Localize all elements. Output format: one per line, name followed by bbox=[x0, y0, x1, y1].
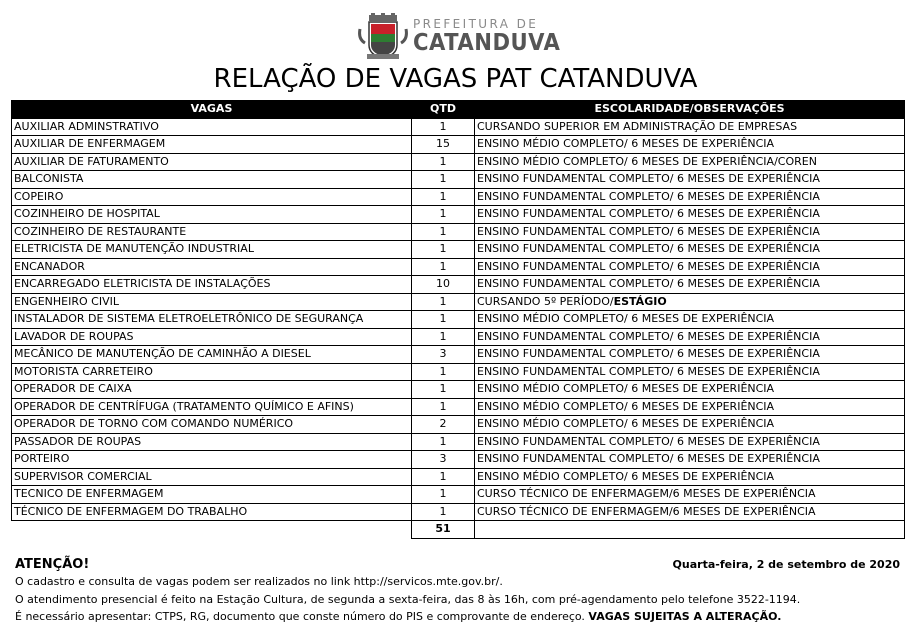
qtd-cell: 3 bbox=[412, 346, 475, 364]
obs-text: ENSINO FUNDAMENTAL COMPLETO/ 6 MESES DE EXPERIÊNCIA bbox=[477, 329, 820, 343]
column-header-qtd: QTD bbox=[412, 101, 475, 119]
table-row bbox=[12, 258, 905, 276]
prefeitura-logo bbox=[357, 13, 561, 61]
qtd-cell: 10 bbox=[412, 276, 475, 294]
table-row bbox=[12, 346, 905, 364]
qtd-cell: 1 bbox=[412, 328, 475, 346]
table-row bbox=[12, 276, 905, 294]
vaga-cell: ENCARREGADO ELETRICISTA DE INSTALAÇÕES bbox=[12, 276, 412, 294]
logo-prefeitura-text: PREFEITURA DE bbox=[413, 17, 539, 31]
qtd-cell: 1 bbox=[412, 206, 475, 224]
vaga-cell: OPERADOR DE TORNO COM COMANDO NUMÉRICO bbox=[12, 416, 412, 434]
obs-cell bbox=[475, 381, 905, 399]
table-row bbox=[12, 188, 905, 206]
vaga-cell: PASSADOR DE ROUPAS bbox=[12, 433, 412, 451]
obs-text: ENSINO FUNDAMENTAL COMPLETO/ 6 MESES DE EXPERIÊNCIA bbox=[477, 452, 820, 466]
table-row bbox=[12, 153, 905, 171]
table-row bbox=[12, 486, 905, 504]
obs-text: ENSINO FUNDAMENTAL COMPLETO/ 6 MESES DE EXPERIÊNCIA bbox=[477, 347, 820, 361]
obs-cell bbox=[475, 171, 905, 189]
obs-text: ENSINO FUNDAMENTAL COMPLETO/ 6 MESES DE EXPERIÊNCIA bbox=[477, 189, 820, 203]
obs-text: ENSINO FUNDAMENTAL COMPLETO/ 6 MESES DE EXPERIÊNCIA bbox=[477, 259, 820, 273]
qtd-cell: 1 bbox=[412, 241, 475, 259]
obs-cell bbox=[475, 276, 905, 294]
obs-text: ENSINO FUNDAMENTAL COMPLETO/ 6 MESES DE EXPERIÊNCIA bbox=[477, 242, 820, 256]
obs-cell bbox=[475, 136, 905, 154]
table-row bbox=[12, 416, 905, 434]
obs-cell bbox=[475, 153, 905, 171]
table-row bbox=[12, 171, 905, 189]
vaga-cell: LAVADOR DE ROUPAS bbox=[12, 328, 412, 346]
qtd-cell: 1 bbox=[412, 433, 475, 451]
vaga-cell: OPERADOR DE CAIXA bbox=[12, 381, 412, 399]
obs-text: ENSINO FUNDAMENTAL COMPLETO/ 6 MESES DE EXPERIÊNCIA bbox=[477, 277, 820, 291]
vacancies-table-body bbox=[12, 118, 905, 538]
obs-cell bbox=[475, 346, 905, 364]
note-online-registration: O cadastro e consulta de vagas podem ser realizados no link http://servicos.mte.gov.br/. bbox=[15, 575, 503, 588]
qtd-cell: 15 bbox=[412, 136, 475, 154]
table-row bbox=[12, 503, 905, 521]
obs-cell bbox=[475, 468, 905, 486]
column-header-escolaridade: ESCOLARIDADE/OBSERVAÇÕES bbox=[475, 101, 905, 119]
qtd-cell: 1 bbox=[412, 381, 475, 399]
obs-text: ENSINO MÉDIO COMPLETO/ 6 MESES DE EXPERIÊNCIA bbox=[477, 312, 775, 326]
qtd-cell: 2 bbox=[412, 416, 475, 434]
obs-text: CURSO TÉCNICO DE ENFERMAGEM/6 MESES DE EXPERIÊNCIA bbox=[477, 504, 816, 518]
qtd-cell: 1 bbox=[412, 188, 475, 206]
obs-text: ENSINO FUNDAMENTAL COMPLETO/ 6 MESES DE EXPERIÊNCIA bbox=[477, 172, 820, 186]
vaga-cell: MOTORISTA CARRETEIRO bbox=[12, 363, 412, 381]
qtd-cell: 1 bbox=[412, 153, 475, 171]
obs-cell bbox=[475, 118, 905, 136]
table-row bbox=[12, 311, 905, 329]
table-row bbox=[12, 136, 905, 154]
obs-cell bbox=[475, 328, 905, 346]
obs-cell bbox=[475, 503, 905, 521]
vaga-cell: ELETRICISTA DE MANUTENÇÃO INDUSTRIAL bbox=[12, 241, 412, 259]
obs-text: ENSINO FUNDAMENTAL COMPLETO/ 6 MESES DE EXPERIÊNCIA bbox=[477, 434, 820, 448]
obs-cell bbox=[475, 311, 905, 329]
obs-cell bbox=[475, 363, 905, 381]
vaga-cell: OPERADOR DE CENTRÍFUGA (TRATAMENTO QUÍMICO E AFINS) bbox=[12, 398, 412, 416]
obs-text: CURSANDO SUPERIOR EM ADMINISTRAÇÃO DE EMPRESAS bbox=[477, 119, 798, 133]
obs-cell bbox=[475, 188, 905, 206]
publication-date: Quarta-feira, 2 de setembro de 2020 bbox=[672, 558, 900, 571]
vaga-cell: ENCANADOR bbox=[12, 258, 412, 276]
vaga-cell: COZINHEIRO DE HOSPITAL bbox=[12, 206, 412, 224]
obs-cell bbox=[475, 206, 905, 224]
qtd-cell: 1 bbox=[412, 468, 475, 486]
table-row bbox=[12, 363, 905, 381]
vaga-cell: SUPERVISOR COMERCIAL bbox=[12, 468, 412, 486]
vaga-cell: COPEIRO bbox=[12, 188, 412, 206]
page-title: RELAÇÃO DE VAGAS PAT CATANDUVA bbox=[213, 64, 698, 94]
column-header-vagas: VAGAS bbox=[12, 101, 412, 119]
attention-heading: ATENÇÃO! bbox=[15, 557, 90, 572]
table-row bbox=[12, 293, 905, 311]
qtd-cell: 1 bbox=[412, 486, 475, 504]
qtd-cell: 1 bbox=[412, 503, 475, 521]
obs-text: ENSINO MÉDIO COMPLETO/ 6 MESES DE EXPERIÊNCIA bbox=[477, 382, 775, 396]
table-row bbox=[12, 451, 905, 469]
obs-text: ENSINO FUNDAMENTAL COMPLETO/ 6 MESES DE EXPERIÊNCIA bbox=[477, 224, 820, 238]
table-row bbox=[12, 241, 905, 259]
obs-cell bbox=[475, 398, 905, 416]
obs-cell bbox=[475, 258, 905, 276]
table-row bbox=[12, 433, 905, 451]
obs-bold-text: ESTÁGIO bbox=[613, 294, 667, 308]
obs-cell bbox=[475, 451, 905, 469]
required-documents-text: É necessário apresentar: CTPS, RG, documento que conste número do PIS e comprovante de endereço. bbox=[15, 610, 585, 623]
vaga-cell: AUXILIAR ADMINSTRATIVO bbox=[12, 118, 412, 136]
total-qtd-cell: 51 bbox=[412, 521, 475, 539]
total-spacer-cell bbox=[12, 521, 412, 539]
vaga-cell: MECÂNICO DE MANUTENÇÃO DE CAMINHÃO A DIESEL bbox=[12, 346, 412, 364]
obs-cell bbox=[475, 486, 905, 504]
obs-text: ENSINO MÉDIO COMPLETO/ 6 MESES DE EXPERIÊNCIA bbox=[477, 417, 775, 431]
city-crest-icon bbox=[357, 13, 409, 61]
qtd-cell: 1 bbox=[412, 311, 475, 329]
obs-cell bbox=[475, 241, 905, 259]
qtd-cell: 1 bbox=[412, 363, 475, 381]
obs-text: CURSO TÉCNICO DE ENFERMAGEM/6 MESES DE EXPERIÊNCIA bbox=[477, 487, 816, 501]
qtd-cell: 1 bbox=[412, 118, 475, 136]
obs-text: ENSINO MÉDIO COMPLETO/ 6 MESES DE EXPERIÊNCIA/COREN bbox=[477, 154, 817, 168]
obs-text: ENSINO MÉDIO COMPLETO/ 6 MESES DE EXPERIÊNCIA bbox=[477, 137, 775, 151]
note-required-documents bbox=[15, 610, 781, 623]
vaga-cell: AUXILIAR DE ENFERMAGEM bbox=[12, 136, 412, 154]
obs-cell bbox=[475, 223, 905, 241]
table-row bbox=[12, 468, 905, 486]
vaga-cell: PORTEIRO bbox=[12, 451, 412, 469]
vaga-cell: ENGENHEIRO CIVIL bbox=[12, 293, 412, 311]
vaga-cell: BALCONISTA bbox=[12, 171, 412, 189]
qtd-cell: 1 bbox=[412, 171, 475, 189]
obs-cell bbox=[475, 433, 905, 451]
table-row bbox=[12, 223, 905, 241]
obs-text: ENSINO FUNDAMENTAL COMPLETO/ 6 MESES DE EXPERIÊNCIA bbox=[477, 207, 820, 221]
total-empty-cell bbox=[475, 521, 905, 539]
qtd-cell: 1 bbox=[412, 398, 475, 416]
table-row bbox=[12, 118, 905, 136]
table-row bbox=[12, 328, 905, 346]
table-row bbox=[12, 381, 905, 399]
note-in-person-service: O atendimento presencial é feito na Estação Cultura, de segunda a sexta-feira, das 8 às 16h, com pré-agendamento pelo telefone 3522-1194. bbox=[15, 593, 801, 606]
total-row bbox=[12, 521, 905, 539]
logo-city-name: CATANDUVA bbox=[413, 30, 561, 56]
obs-text: ENSINO MÉDIO COMPLETO/ 6 MESES DE EXPERIÊNCIA bbox=[477, 399, 775, 413]
qtd-cell: 1 bbox=[412, 223, 475, 241]
vaga-cell: COZINHEIRO DE RESTAURANTE bbox=[12, 223, 412, 241]
obs-cell bbox=[475, 416, 905, 434]
vaga-cell: AUXILIAR DE FATURAMENTO bbox=[12, 153, 412, 171]
table-row bbox=[12, 398, 905, 416]
qtd-cell: 1 bbox=[412, 258, 475, 276]
vaga-cell: TECNICO DE ENFERMAGEM bbox=[12, 486, 412, 504]
qtd-cell: 3 bbox=[412, 451, 475, 469]
subject-to-change-warning: VAGAS SUJEITAS A ALTERAÇÃO. bbox=[588, 610, 782, 623]
obs-text: CURSANDO 5º PERÍODO/ bbox=[477, 294, 614, 308]
table-row bbox=[12, 206, 905, 224]
table-header-row bbox=[12, 101, 905, 119]
obs-cell bbox=[475, 293, 905, 311]
vaga-cell: TÉCNICO DE ENFERMAGEM DO TRABALHO bbox=[12, 503, 412, 521]
vacancies-table bbox=[11, 100, 905, 539]
vaga-cell: INSTALADOR DE SISTEMA ELETROELETRÔNICO DE SEGURANÇA bbox=[12, 311, 412, 329]
obs-text: ENSINO MÉDIO COMPLETO/ 6 MESES DE EXPERIÊNCIA bbox=[477, 469, 775, 483]
obs-text: ENSINO FUNDAMENTAL COMPLETO/ 6 MESES DE EXPERIÊNCIA bbox=[477, 364, 820, 378]
qtd-cell: 1 bbox=[412, 293, 475, 311]
